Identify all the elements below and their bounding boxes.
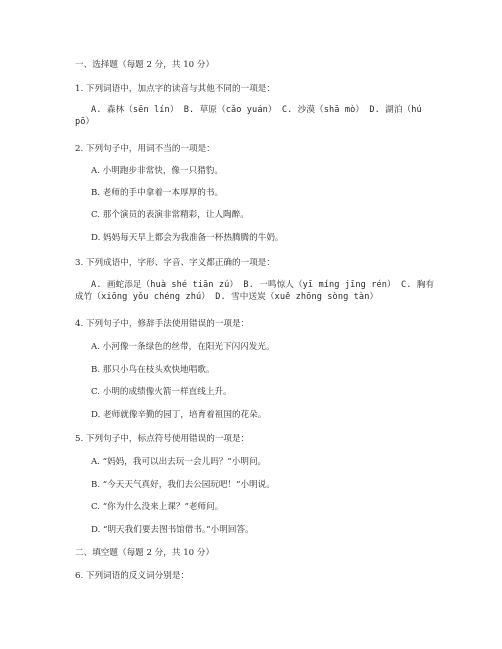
question-5-option-c: C. “你为什么没来上课？”老师问。: [91, 502, 224, 512]
section-title-choice: 一、选择题（每题 2 分，共 10 分）: [75, 60, 215, 70]
question-2-option-c: C. 那个演员的表演非常精彩，让人陶醉。: [91, 210, 249, 220]
question-4-option-c: C. 小明的成绩像火箭一样直线上升。: [91, 387, 232, 397]
section-title-fill-in: 二、填空题（每题 2 分，共 10 分）: [75, 548, 215, 558]
question-3-options: A. 画蛇添足（huà shé tiān zú） B. 一鸣惊人（yī míng jīng rén） C. 胸有成竹（xiōng yǒu chéng zhú） D. 雪中送炭（xuě zhōng sòng tàn）: [75, 280, 435, 302]
question-5-option-b: B. “今天天气真好，我们去公园玩吧！”小明说。: [91, 480, 275, 490]
question-2-option-d: D. 妈妈每天早上都会为我准备一杯热腾腾的牛奶。: [91, 233, 284, 243]
question-1-stem: 1. 下列词语中，加点字的读音与其他不同的一项是：: [75, 84, 275, 94]
question-2-option-b: B. 老师的手中拿着一本厚厚的书。: [91, 188, 224, 198]
question-3-stem: 3. 下列成语中，字形、字音、字义都正确的一项是：: [75, 258, 275, 268]
question-2-stem: 2. 下列句子中，用词不当的一项是：: [75, 144, 215, 154]
question-1-options: A. 森林（sēn lín） B. 草原（cǎo yuán） C. 沙漠（shā mò） D. 湖泊（hú pō）: [75, 105, 422, 127]
question-4-option-d: D. 老师就像辛勤的园丁，培育着祖国的花朵。: [91, 410, 267, 420]
question-6-stem: 6. 下列词语的反义词分别是：: [75, 571, 190, 581]
question-5-option-a: A. “妈妈，我可以出去玩一会儿吗？”小明问。: [91, 457, 267, 467]
question-2-option-a: A. 小明跑步非常快，像一只猎豹。: [91, 166, 223, 176]
question-5-option-d: D. “明天我们要去图书馆借书。”小明回答。: [91, 525, 254, 535]
question-4-option-a: A. 小河像一条绿色的丝带，在阳光下闪闪发光。: [91, 342, 275, 352]
question-4-stem: 4. 下列句子中，修辞手法使用错误的一项是：: [75, 319, 250, 329]
question-4-option-b: B. 那只小鸟在枝头欢快地唱歌。: [91, 365, 215, 375]
question-5-stem: 5. 下列句子中，标点符号使用错误的一项是：: [75, 434, 250, 444]
